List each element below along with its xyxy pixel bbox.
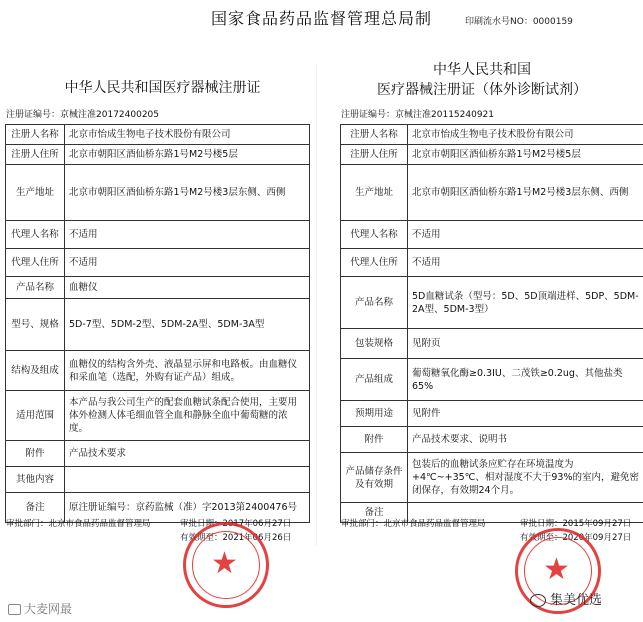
- row-value: 北京市朝阳区酒仙桥东路1号M2号楼3层东侧、西侧: [408, 165, 643, 221]
- table-row: [341, 427, 643, 453]
- row-value: 不适用: [408, 249, 643, 277]
- row-value: 5D-7型、5DM-2型、5DM-2A型、5DM-3A型: [65, 299, 310, 351]
- left-official-seal: [183, 522, 269, 608]
- row-value: 北京市朝阳区酒仙桥东路1号M2号楼3层东侧、西侧: [65, 165, 310, 221]
- table-row: [341, 165, 643, 221]
- document-title: 国家食品药品监督管理总局制: [210, 9, 432, 28]
- table-row: [341, 249, 643, 277]
- row-value: 北京市怡成生物电子技术股份有限公司: [408, 125, 643, 145]
- table-row: [341, 277, 643, 329]
- row-value: 见附页: [408, 329, 643, 359]
- row-value: 血糖仪的结构含外壳、液晶显示屏和电路板。由血糖仪和采血笔（选配，外购有证产品）组成。: [65, 351, 310, 391]
- row-value: 包装后的血糖试条应贮存在环境温度为+4℃~+35℃、相对湿度不大于93%的室内，避免密闭保存，有效期24个月。: [408, 453, 643, 503]
- row-label: 产品名称: [6, 277, 65, 299]
- table-row: [6, 125, 310, 145]
- row-label: 生产地址: [6, 165, 65, 221]
- row-label: 代理人住所: [341, 249, 408, 277]
- table-row: [341, 145, 643, 165]
- row-value: [65, 467, 310, 493]
- table-row: [6, 277, 310, 299]
- row-value: 产品技术要求、说明书: [408, 427, 643, 453]
- serial-number: 印刷流水号NO：0000159: [465, 17, 573, 27]
- row-label: 适用范围: [6, 391, 65, 441]
- row-label: 产品储存条件及有效期: [341, 453, 408, 503]
- left-approval-department: 审批部门：北京市食品药品监督管理局: [6, 519, 151, 529]
- table-row: [341, 125, 643, 145]
- row-label: 其他内容: [6, 467, 65, 493]
- watermark: 大麦网最: [8, 600, 72, 617]
- left-approval-date: 审批日期：2017年06月27日: [180, 519, 292, 529]
- row-value: 血糖仪: [65, 277, 310, 299]
- row-label: 生产地址: [341, 165, 408, 221]
- row-label: 结构及组成: [6, 351, 65, 391]
- camera-icon: [8, 604, 21, 615]
- row-value: 原注册证编号：京药监械（准）字2013第2400476号: [65, 493, 310, 523]
- row-value: 北京市朝阳区酒仙桥东路1号M2号楼5层: [65, 145, 310, 165]
- left-valid-until: 有效期至：2021年06月26日: [180, 533, 292, 543]
- row-label: 包装规格: [341, 329, 408, 359]
- right-registration-number: 注册证编号：京械注准20115240921: [341, 110, 495, 120]
- row-label: 附件: [341, 427, 408, 453]
- wechat-icon: [530, 594, 546, 607]
- row-label: 注册人住所: [6, 145, 65, 165]
- table-row: [341, 453, 643, 503]
- row-value: 见附件: [408, 401, 643, 427]
- table-row: [341, 221, 643, 249]
- row-label: 注册人住所: [341, 145, 408, 165]
- row-label: 注册人名称: [341, 125, 408, 145]
- table-row: [6, 165, 310, 221]
- row-value: 本产品与我公司生产的配套血糖试条配合使用，主要用体外检测人体毛细血管全血和静脉全血中葡萄糖的浓度。: [65, 391, 310, 441]
- seal-star-icon: ★: [211, 546, 238, 581]
- right-valid-until: 有效期至：2020年09月27日: [520, 533, 632, 543]
- table-row: [6, 299, 310, 351]
- table-row: [341, 329, 643, 359]
- right-certificate-title: 中华人民共和国 医疗器械注册证（体外诊断试剂）: [377, 62, 587, 98]
- row-label: 预期用途: [341, 401, 408, 427]
- row-value: 北京市怡成生物电子技术股份有限公司: [65, 125, 310, 145]
- left-registration-number: 注册证编号：京械注准20172400205: [6, 110, 160, 120]
- left-certificate-table: [5, 124, 310, 523]
- table-row: [6, 467, 310, 493]
- table-row: [341, 359, 643, 401]
- divider: [316, 66, 317, 546]
- row-value: 产品技术要求: [65, 441, 310, 467]
- row-value: 不适用: [65, 221, 310, 249]
- right-approval-department: 审批部门：北京市食品药品监督管理局: [341, 519, 486, 529]
- row-label: 附件: [6, 441, 65, 467]
- row-value: 北京市朝阳区酒仙桥东路1号M2号楼5层: [408, 145, 643, 165]
- table-row: [6, 145, 310, 165]
- table-row: [6, 221, 310, 249]
- table-row: [6, 441, 310, 467]
- row-label: 注册人名称: [6, 125, 65, 145]
- left-certificate-title: 中华人民共和国医疗器械注册证: [64, 80, 261, 96]
- row-label: 代理人名称: [341, 221, 408, 249]
- row-label: 备注: [341, 503, 408, 523]
- table-row: [6, 351, 310, 391]
- right-certificate-table: [340, 124, 643, 523]
- right-approval-date: 审批日期：2015年09月27日: [520, 519, 632, 529]
- row-value: 不适用: [408, 221, 643, 249]
- table-row: [341, 401, 643, 427]
- row-label: 备注: [6, 493, 65, 523]
- row-label: 代理人住所: [6, 249, 65, 277]
- row-value: 5D血糖试条（型号：5D、5D顶端进样、5DP、5DM-2A型、5DM-3型）: [408, 277, 643, 329]
- row-value: 葡萄糖氧化酶≥0.3IU、二茂铁≥0.2ug、其他盐类65%: [408, 359, 643, 401]
- row-label: 产品组成: [341, 359, 408, 401]
- table-row: [6, 249, 310, 277]
- brand-label: 集美优选: [530, 589, 602, 608]
- table-row: [6, 391, 310, 441]
- row-label: 型号、规格: [6, 299, 65, 351]
- row-label: 产品名称: [341, 277, 408, 329]
- seal-star-icon: ★: [543, 552, 570, 587]
- row-value: 不适用: [65, 249, 310, 277]
- row-label: 代理人名称: [6, 221, 65, 249]
